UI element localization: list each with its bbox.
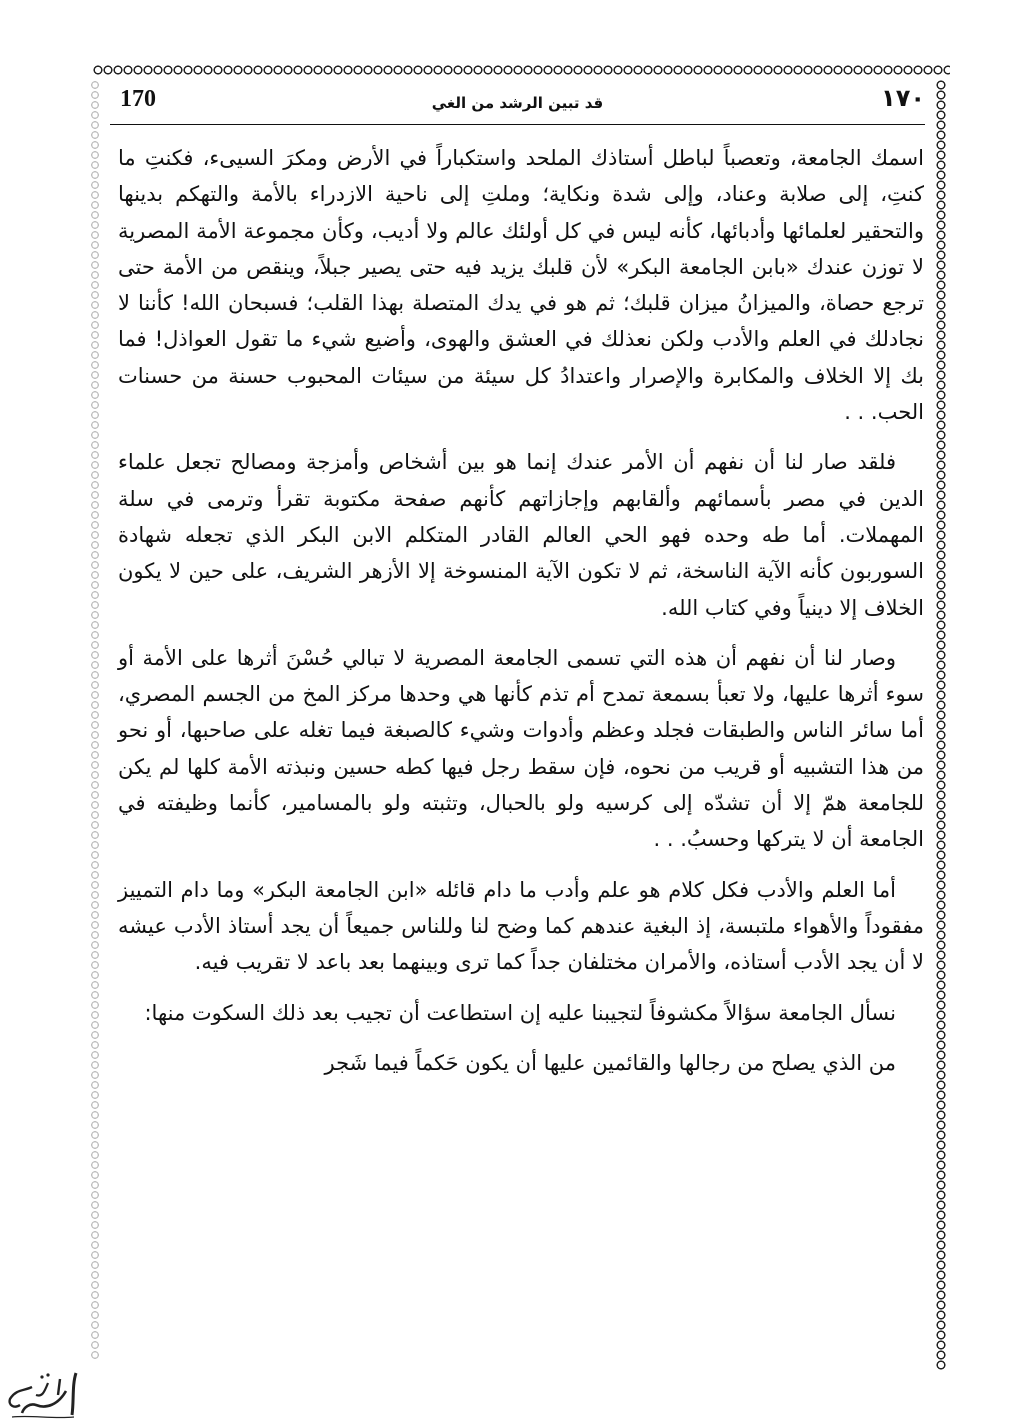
page-number-arabic: ١٧٠: [881, 84, 925, 112]
ornamental-right-border: [934, 80, 948, 1370]
body-text: [118, 140, 924, 1095]
header-rule: [110, 124, 925, 125]
page-number-latin: 170: [120, 86, 156, 112]
paragraph: فلقد صار لنا أن نفهم أن الأمر عندك إنما هو بين أشخاص وأمزجة ومصالح تجعل علماء الدين في مصر بأسمائهم وألقابهم وإجازاتهم كأنهم صفحة مكتوبة تقرأ وترمى في سلة المهملات. أما طه وحده فهو الحي العالم القادر المتكلم الابن البكر الذي تجعله شهادة السوربون كأنه الآية الناسخة، ثم لا تكون الآية المنسوخة إلا الأزهر الشريف، على حين لا يكون الخلاف إلا دينياً وفي كتاب الله.: [118, 450, 924, 620]
running-title: قد تبين الرشد من الغي: [431, 94, 604, 112]
paragraph: اسمك الجامعة، وتعصباً لباطل أستاذك الملحد واستكباراً في الأرض ومكرَ السيىء، فكنتِ ما كنتِ، إلى صلابة وعناد، وإلى شدة ونكاية؛ وملتِ إلى ناحية الازدراء بالأمة والتهكم بدينها والتحقير لعلمائها وأدبائها، كأنه ليس في كل أولئك عالم ولا أديب، وكأن مجموعة الأمة المصرية لا توزن عندك «بابن الجامعة البكر» لأن قلبك يزيد فيه حتى يصير جبلاً، وينقص من الأمة حتى ترجع حصاة، والميزانُ ميزان قلبك؛ ثم هو في يدك المتصلة بهذا القلب؛ فسبحان الله! كأننا لا نجادلك في العلم والأدب ولكن نعذلك في العشق والهوى، وأضيع شيء ما تقول العواذل! فما بك إلا الخلاف والمكابرة والإصرار واعتدادُ كل سيئة من سيئات المحبوب حسنة من حسنات الحب. . .: [118, 146, 924, 425]
ornamental-left-border: [90, 80, 100, 1360]
paragraph: أما العلم والأدب فكل كلام هو علم وأدب ما دام قائله «ابن الجامعة البكر» وما دام التمييز مفقوداً والأهواء ملتبسة، إذ البغية عندهم كما وضح لنا وللناس جميعاً أن يجد أستاذ الأدب عيشه لا أن يجد الأدب أستاذه، والأمران مختلفان جداً كما ترى وبينهما بعد باعد لا تقريب فيه.: [118, 877, 924, 975]
paragraph: نسأل الجامعة سؤالاً مكشوفاً لتجيبنا عليه إن استطاعت أن تجيب بعد ذلك السكوت منها:: [144, 1000, 896, 1025]
ornamental-top-border: [93, 62, 950, 78]
calligraphy-watermark-logo: [2, 1365, 84, 1425]
paragraph: وصار لنا أن نفهم أن هذه التي تسمى الجامعة المصرية لا تبالي حُسْنَ أثرها على الأمة أو سوء أثرها عليها، ولا تعبأ بسمعة تمدح أم تذم كأنها هي وحدها مركز المخ من الجسم المصري، أما سائر الناس والطبقات فجلد وعظم وأدوات وشيء كالصبغة فيما تغله على صاحبها، أو نحو من هذا التشبيه أو قريب من نحوه، فإن سقط رجل فيها كطه حسين ونبذته الأمة كلها لم يكن للجامعة همّ إلا أن تشدّه إلى كرسيه ولو بالحبال، وتثبته ولو بالمسامير، كأنما وظيفته في الجامعة أن لا يتركها وحسبُ. . .: [118, 645, 924, 852]
paragraph: من الذي يصلح من رجالها والقائمين عليها أن يكون حَكماً فيما شَجر: [324, 1050, 896, 1075]
page-header: [110, 82, 925, 122]
